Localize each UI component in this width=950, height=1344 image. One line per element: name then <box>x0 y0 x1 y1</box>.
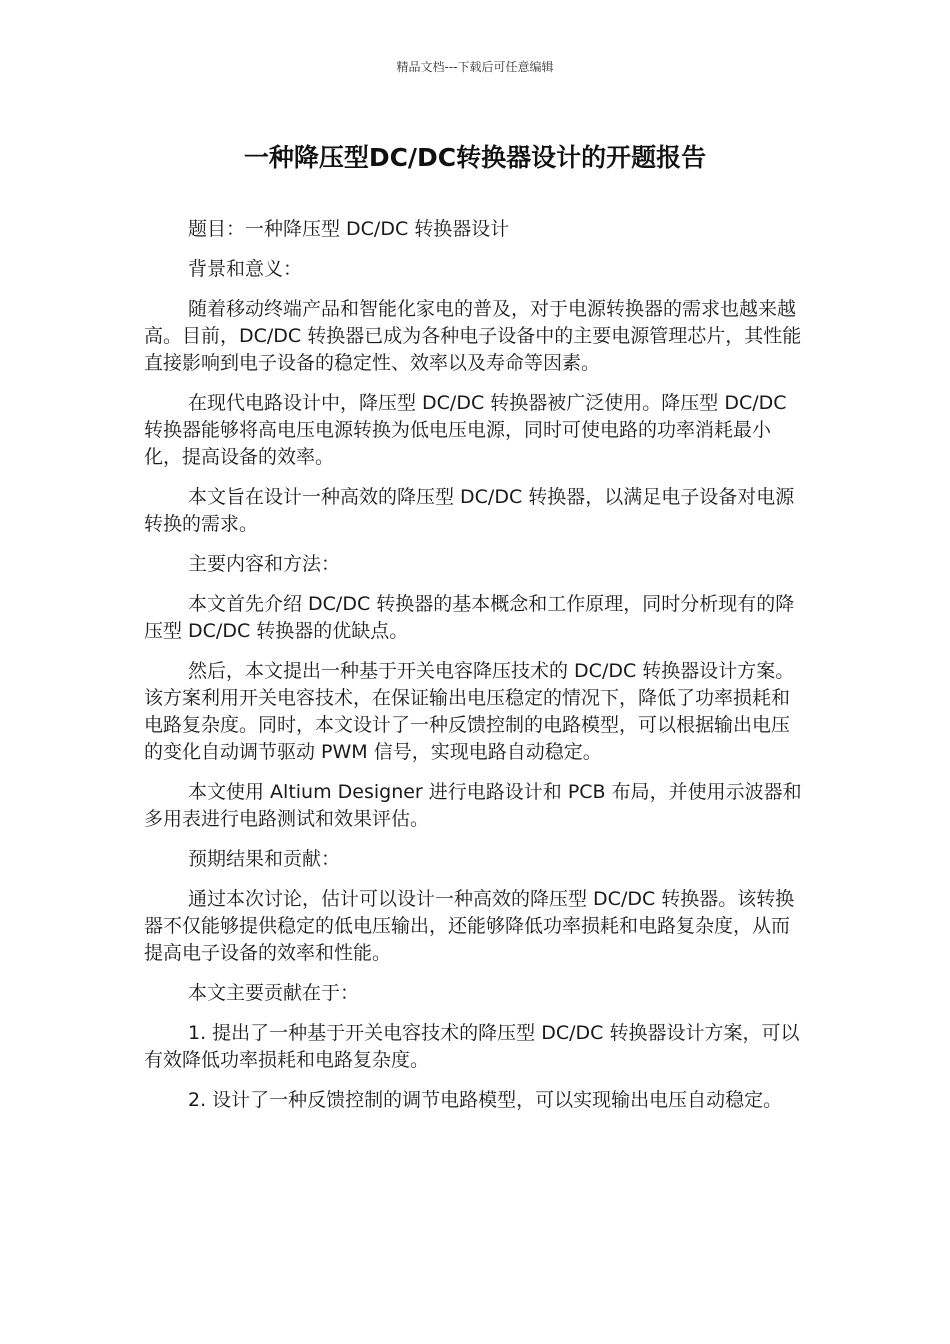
body-paragraph: 在现代电路设计中，降压型 DC/DC 转换器被广泛使用。降压型 DC/DC 转换器能够将高电压电源转换为低电压电源，同时可使电路的功率消耗最小化，提高设备的效率。 <box>144 392 787 468</box>
contributions-intro: 本文主要贡献在于： <box>188 982 360 1004</box>
body-paragraph: 然后，本文提出一种基于开关电容降压技术的 DC/DC 转换器设计方案。该方案利用开关电容技术，在保证输出电压稳定的情况下，降低了功率损耗和电路复杂度。同时，本文设计了一种反馈控制的电路模型，可以根据输出电压的变化自动调节驱动 PWM 信号，实现电路自动稳定。 <box>144 660 795 763</box>
body-paragraph: 通过本次讨论，估计可以设计一种高效的降压型 DC/DC 转换器。该转换器不仅能够提供稳定的低电压输出，还能够降低功率损耗和电路复杂度，从而提高电子设备的效率和性能。 <box>144 888 795 964</box>
page-header: 精品文档---下载后可任意编辑 <box>396 60 554 74</box>
topic-line: 题目：一种降压型 DC/DC 转换器设计 <box>188 218 510 240</box>
body-paragraph: 随着移动终端产品和智能化家电的普及，对于电源转换器的需求也越来越高。目前，DC/DC 转换器已成为各种电子设备中的主要电源管理芯片，其性能直接影响到电子设备的稳定性、效率以及寿命等因素。 <box>144 298 802 374</box>
body-paragraph: 本文首先介绍 DC/DC 转换器的基本概念和工作原理，同时分析现有的降压型 DC/DC 转换器的优缺点。 <box>144 593 795 642</box>
document-body <box>144 216 808 1127</box>
section-heading-background: 背景和意义： <box>188 258 303 280</box>
contribution-item: 2. 设计了一种反馈控制的调节电路模型，可以实现输出电压自动稳定。 <box>188 1089 783 1111</box>
document-title: 一种降压型DC/DC转换器设计的开题报告 <box>243 143 707 172</box>
body-paragraph: 本文使用 Altium Designer 进行电路设计和 PCB 布局，并使用示波器和多用表进行电路测试和效果评估。 <box>144 781 802 830</box>
section-heading-content: 主要内容和方法： <box>188 553 341 575</box>
section-heading-results: 预期结果和贡献： <box>188 848 341 870</box>
body-paragraph: 本文旨在设计一种高效的降压型 DC/DC 转换器，以满足电子设备对电源转换的需求。 <box>144 486 795 535</box>
contribution-item: 1. 提出了一种基于开关电容技术的降压型 DC/DC 转换器设计方案，可以有效降低功率损耗和电路复杂度。 <box>144 1022 800 1071</box>
